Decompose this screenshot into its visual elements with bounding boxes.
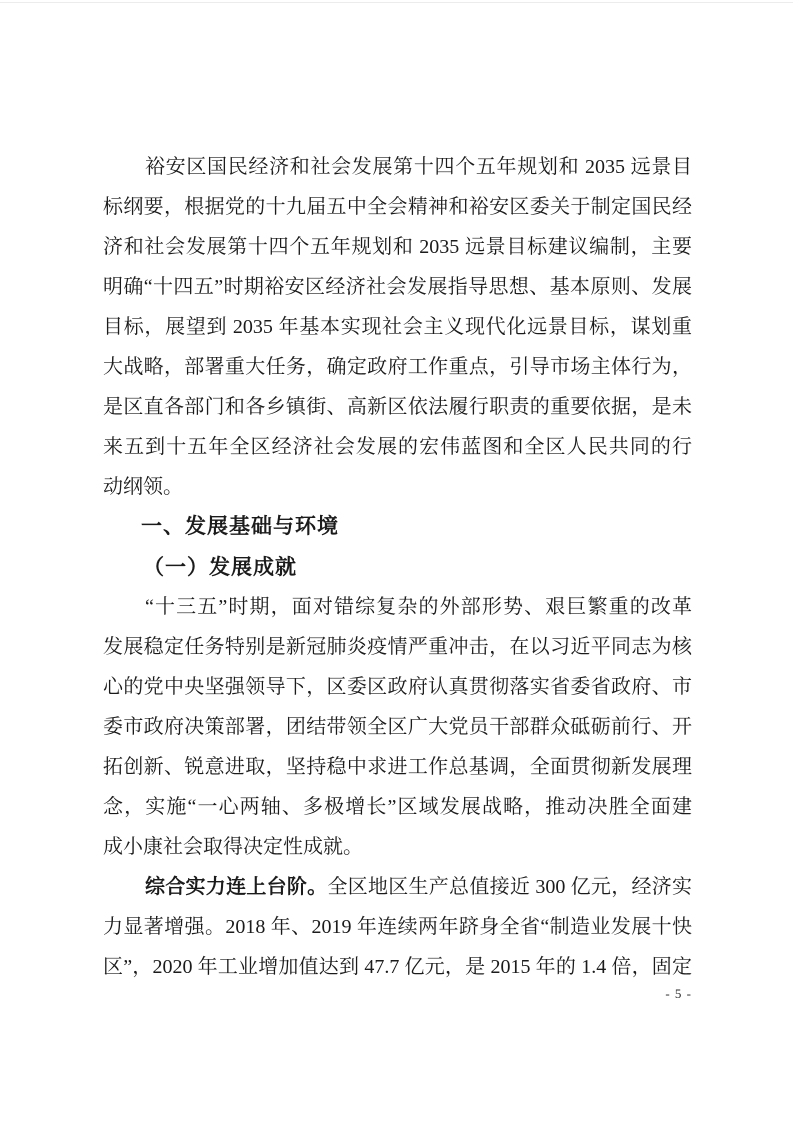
text-line: 发展稳定任务特别是新冠肺炎疫情严重冲击，在以习近平同志为核 (103, 636, 692, 658)
text-line: 来五到十五年全区经济社会发展的宏伟蓝图和全区人民共同的行 (103, 436, 692, 458)
text-line: 念，实施“一心两轴、多极增长”区域发展战略，推动决胜全面建 (103, 796, 692, 818)
text-line: 心的党中央坚强领导下，区委区政府认真贯彻落实省委省政府、市 (103, 676, 692, 698)
intro-paragraph (103, 147, 692, 507)
text-line: 目标，展望到 2035 年基本实现社会主义现代化远景目标，谋划重 (103, 316, 692, 338)
shisanwu-review-paragraph (103, 587, 692, 867)
text-line: 拓创新、锐意进取，坚持稳中求进工作总基调，全面贯彻新发展理 (103, 756, 692, 778)
text-line: 明确“十四五”时期裕安区经济社会发展指导思想、基本原则、发展 (103, 276, 692, 298)
bold-lead-in: 综合实力连上台阶。 (145, 876, 328, 898)
document-body (103, 147, 692, 987)
text-line: “十三五”时期，面对错综复杂的外部形势、艰巨繁重的改革 (145, 596, 692, 618)
text-segment: 全区地区生产总值接近 300 亿元，经济实 (327, 876, 693, 898)
text-line: 动纲领。 (103, 476, 183, 498)
page-top-edge (0, 2, 793, 3)
text-line: 裕安区国民经济和社会发展第十四个五年规划和 2035 远景目 (145, 156, 692, 178)
text-line: 是区直各部门和各乡镇街、高新区依法履行职责的重要依据，是未 (103, 396, 692, 418)
text-line: 济和社会发展第十四个五年规划和 2035 远景目标建议编制，主要 (103, 236, 692, 258)
text-line: 力显著增强。2018 年、2019 年连续两年跻身全省“制造业发展十快 (103, 916, 692, 938)
subsection-heading: （一）发展成就 (143, 555, 297, 579)
section-heading: 一、发展基础与环境 (141, 515, 339, 538)
text-line: 委市政府决策部署，团结带领全区广大党员干部群众砥砺前行、开 (103, 716, 692, 738)
text-line: 标纲要，根据党的十九届五中全会精神和裕安区委关于制定国民经 (103, 196, 692, 218)
text-line (103, 867, 692, 907)
page-number: - 5 - (665, 986, 692, 1001)
text-line: 区”，2020 年工业增加值达到 47.7 亿元，是 2015 年的 1.4 倍，固定 (103, 956, 692, 978)
text-line: 成小康社会取得决定性成就。 (103, 836, 363, 858)
comprehensive-strength-paragraph (103, 867, 692, 987)
text-line: 大战略，部署重大任务，确定政府工作重点，引导市场主体行为， (103, 356, 692, 378)
